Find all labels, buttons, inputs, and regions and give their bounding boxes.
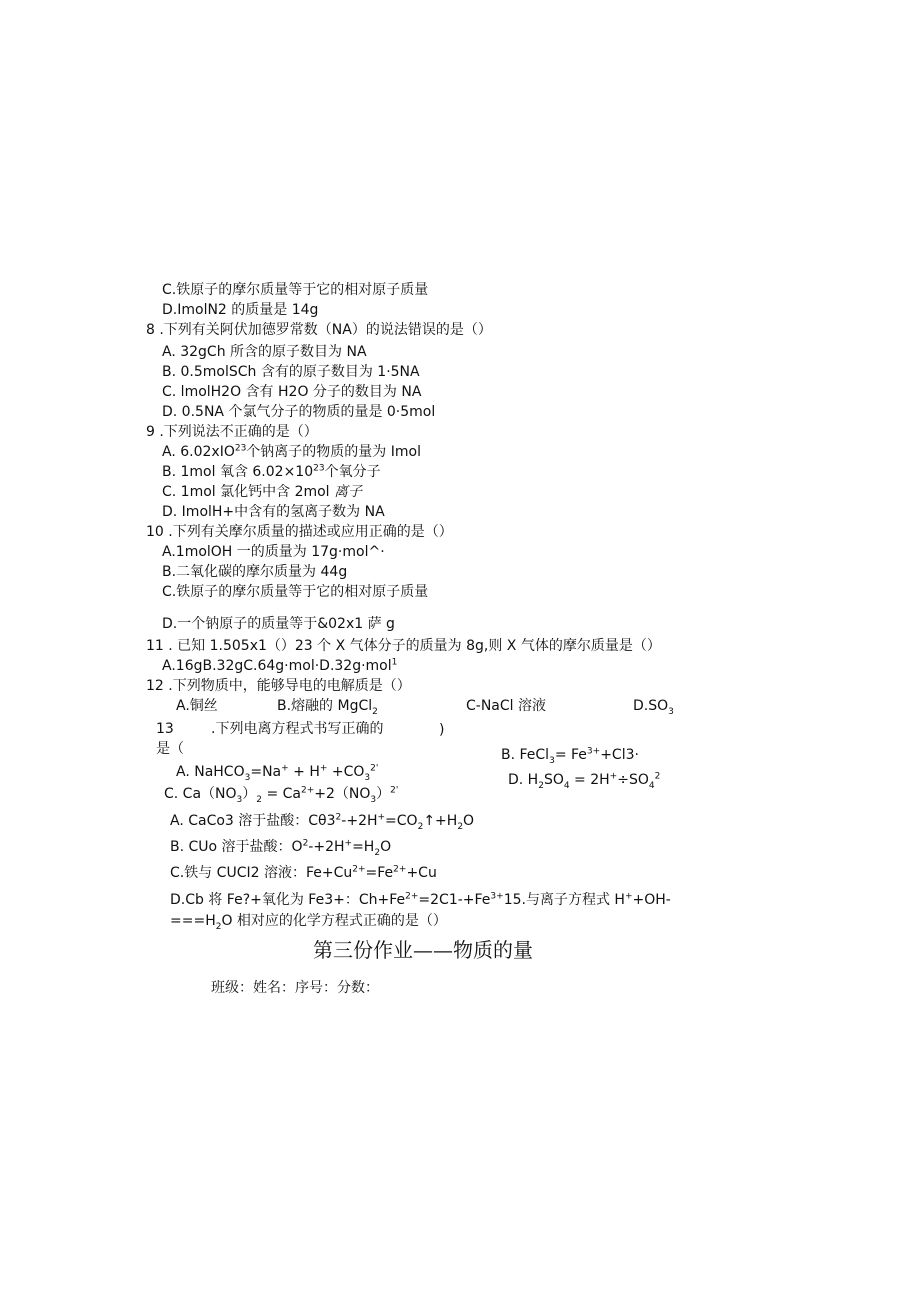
q11-options: A.16gB.32gC.64g·mol·D.32g·mol$^1$ [162,657,398,674]
q8-option-b: B. 0.5molSCh 含有的原子数目为 1·5NA [162,364,420,380]
q14-option-a: A. CaCo3 溶于盐酸：$C\theta 3^2-+2H^+=CO_2↑+H_2O$ [170,812,475,832]
q8-stem: 8 .下列有关阿伏加德罗常数（NA）的说法错误的是（） [146,322,492,338]
q8-option-c: C. lmolH2O 含有 H2O 分子的数目为 NA [162,384,422,400]
q13-option-d: D. $H_2SO_4 = 2H^+\div SO_4^2$ [508,771,661,791]
q7-option-d: D.ImolN2 的质量是 14g [162,302,319,318]
q13-stem-cont: 是（ [156,741,184,757]
q13-option-b: B. FeCl$_3$= $Fe^{3+}+Cl3\cdot$ [501,746,639,766]
student-info-line: 班级：姓名：序号：分数： [211,980,379,996]
q8-option-a: A. 32gCh 所含的原子数目为 NA [162,344,367,360]
q12-option-c: C-NaCl 溶液 [466,698,546,714]
q13-option-c: C. $Ca(NO_3)_2 = Ca^{2+}+2(NO_3)^{2'}$ [164,785,399,805]
q10-option-a: A.1molOH 一的质量为 17g·mol^· [162,544,385,560]
q12-option-d: $D.SO_3$ [633,698,674,717]
q13-number: 13 [156,721,174,737]
q13-stem: .下列电离方程式书写正确的 [211,721,384,737]
q12-option-a: A.铜丝 [176,698,218,714]
q14-option-b: B. CUo 溶于盐酸：$O^2-+2H^+=H_2O$ [170,838,392,858]
q10-option-d: D.一个钠原子的质量等于&02x1 萨 g [162,616,395,632]
q9-option-c: C. 1mol 氯化钙中含 2mol 离子 [162,484,363,500]
q14-option-c: C.铁与 CUCI2 溶液：$Fe+Cu^{2+}=Fe^{2+}+Cu$ [170,864,437,881]
q9-option-a: A. 6.02xIO$^{23}$个钠离子的物质的量为 Imol [162,443,421,460]
q9-option-b: B. 1mol 氧含 $6.02\times 10^{23}$个氧分子 [162,463,381,480]
q14-option-d: D.Cb 将 Fe?+氧化为 Fe3+：$Ch+Fe^{2+}=2C1-+Fe^{3+}15$.与离子方程式 H++OH- [170,891,671,908]
q12-option-b: B.熔融的 MgCl$_2$ [277,698,378,717]
q15-stem: $===H_2O$ 相对应的化学方程式正确的是（） [170,913,447,932]
q13-paren: ) [439,722,445,738]
q9-option-d: D. ImolH+中含有的氢离子数为 NA [162,504,385,520]
page-title: 第三份作业——物质的量 [313,938,533,962]
q10-option-b: B.二氧化碳的摩尔质量为 44g [162,564,348,580]
q13-option-a: A. NaHCO$_3$=Na+ + $H^+ +CO_3^{2'}$ [176,763,379,783]
q10-stem: 10 .下列有关摩尔质量的描述或应用正确的是（） [146,524,453,540]
q11-stem: 11 . 已知 1.505x1（）23 个 X 气体分子的质量为 8g,则 X 气体的摩尔质量是（） [146,638,661,654]
q9-stem: 9 .下列说法不正确的是（） [146,424,318,440]
q12-stem: 12 .下列物质中，能够导电的电解质是（） [146,678,411,694]
q8-option-d: D. 0.5NA 个氯气分子的物质的量是 0·5mol [162,404,436,420]
q10-option-c: C.铁原子的摩尔质量等于它的相对原子质量 [162,584,429,600]
q7-option-c: C.铁原子的摩尔质量等于它的相对原子质量 [162,282,429,298]
